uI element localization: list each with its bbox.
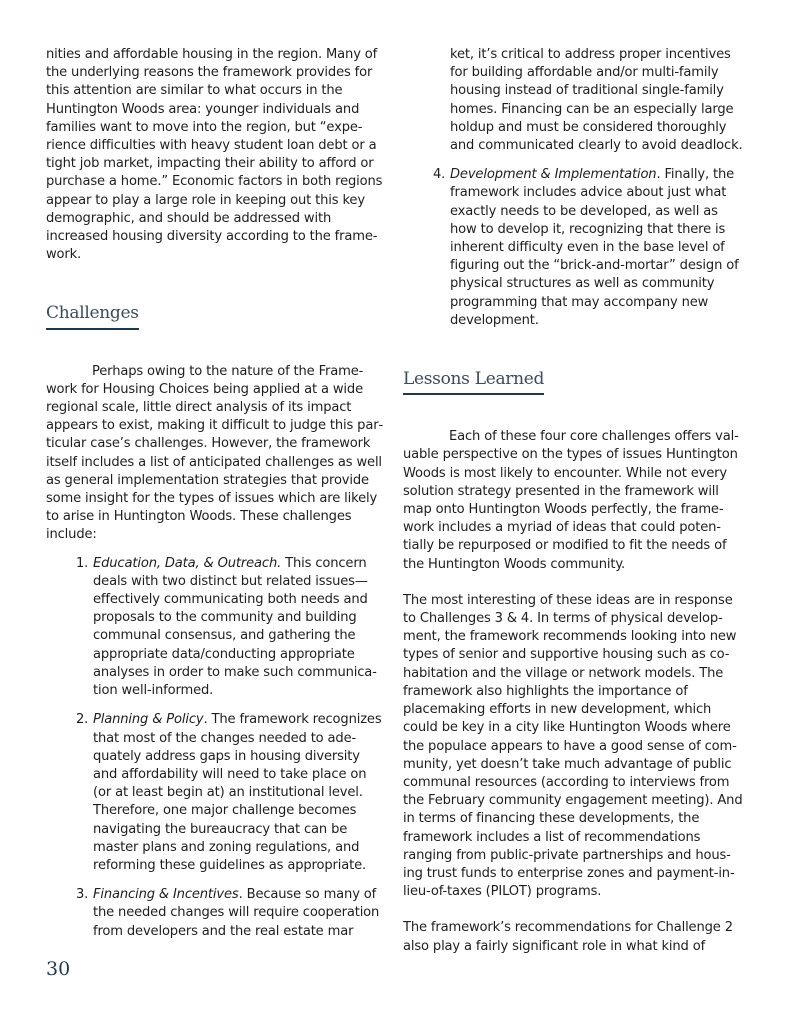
intro-paragraph: nities and affordable housing in the region. Many of the underlying reasons the framework provides for this attention are similar to what occurs in the Huntington Woods area: younger individuals and families want to move into the region, but “experience difficulties with heavy student loan debt or a tight job market, impacting their ability to afford or purchase a home.” Economic factors in both regions appear to play a large role in keeping out this key demographic, and should be addressed with increased housing diversity according to the framework. bbox=[46, 47, 383, 263]
list-number: 4. bbox=[433, 167, 446, 183]
list-item-title: Financing & Incentives bbox=[93, 887, 239, 903]
list-item-text: . Finally, the framework includes advice about just what exactly needs to be developed, as well as how to develop it, recognizing that there is inherent difficulty even in the base level of figuring out the “brick-and-mortar” design of physical structures as well as community programming that may accompany new development. bbox=[450, 167, 739, 328]
list-number: 2. bbox=[76, 712, 89, 728]
list-item-text: This concern deals with two distinct but related issues—effectively communicating both needs and proposals to the community and building communal consensus, and gathering the appropriate data/conducting appropriate analyses in order to make such communication well-informed. bbox=[93, 555, 377, 699]
list-item bbox=[46, 886, 388, 941]
list-item-text: . The framework recognizes that most of the changes needed to adequately address gaps in housing diversity and affordability will need to take place on (or at least begin at) an institutional level. Therefore, one major challenge becomes navigating the bureaucracy that can be master plans and zoning regulations, and reforming these guidelines as appropriate. bbox=[93, 712, 382, 873]
list-item-continued bbox=[403, 46, 745, 155]
right-column bbox=[403, 46, 745, 956]
lessons-learned-heading: Lessons Learned bbox=[403, 370, 544, 395]
lessons-paragraph-1: Each of these four core challenges offers valuable perspective on the types of issues Huntington Woods is most likely to encounter. While not every solution strategy presented in the framework will map onto Huntington Woods perfectly, the framework includes a myriad of ideas that could potentially be repurposed or modified to fit the needs of the Huntington Woods community. bbox=[403, 429, 739, 572]
list-item-title: Planning & Policy bbox=[93, 712, 204, 728]
list-item-title: Education, Data, & Outreach. bbox=[93, 555, 282, 571]
list-item-text: . Because so many of the needed changes will require cooperation from developers and the real estate mar bbox=[93, 887, 380, 939]
challenges-list bbox=[46, 555, 388, 941]
list-item-title: Development & Implementation bbox=[450, 167, 657, 183]
list-item bbox=[403, 166, 745, 330]
lessons-paragraph-3: The framework’s recommendations for Challenge 2 also play a fairly significant role in what kind of bbox=[403, 920, 733, 954]
list-item-text: ket, it’s critical to address proper incentives for building affordable and/or multi-family housing instead of traditional single-family homes. Financing can be an especially large holdup and must be considered thoroughly and communicated clearly to avoid deadlock. bbox=[450, 47, 743, 154]
list-number: 1. bbox=[76, 555, 89, 571]
challenges-list-continued bbox=[403, 46, 745, 330]
lessons-paragraph-2: The most interesting of these ideas are in response to Challenges 3 & 4. In terms of physical development, the framework recommends looking into new types of senior and supportive housing such as co-habitation and the village or network models. The framework also highlights the importance of placemaking efforts in new development, which could be key in a city like Huntington Woods where the populace appears to have a good sense of community, yet doesn’t take much advantage of public communal resources (according to interviews from the February community engagement meeting). And in terms of financing these developments, the framework includes a list of recommendations ranging from public-private partnerships and housing trust funds to enterprise zones and payment-in-lieu-of-taxes (PILOT) programs. bbox=[403, 592, 743, 900]
list-item bbox=[46, 711, 388, 875]
challenges-paragraph: Perhaps owing to the nature of the Framework for Housing Choices being applied at a wide regional scale, little direct analysis of its impact appears to exist, making it difficult to judge this particular case’s challenges. However, the framework itself includes a list of anticipated challenges as well as general implementation strategies that provide some insight for the types of issues which are likely to arise in Huntington Woods. These challenges include: bbox=[46, 363, 384, 543]
page-number: 30 bbox=[46, 958, 71, 980]
list-item bbox=[46, 555, 388, 701]
lessons-heading-wrap bbox=[403, 370, 745, 395]
left-column bbox=[46, 46, 388, 941]
challenges-heading-wrap bbox=[46, 304, 388, 329]
challenges-heading: Challenges bbox=[46, 304, 139, 329]
list-number: 3. bbox=[76, 887, 89, 903]
